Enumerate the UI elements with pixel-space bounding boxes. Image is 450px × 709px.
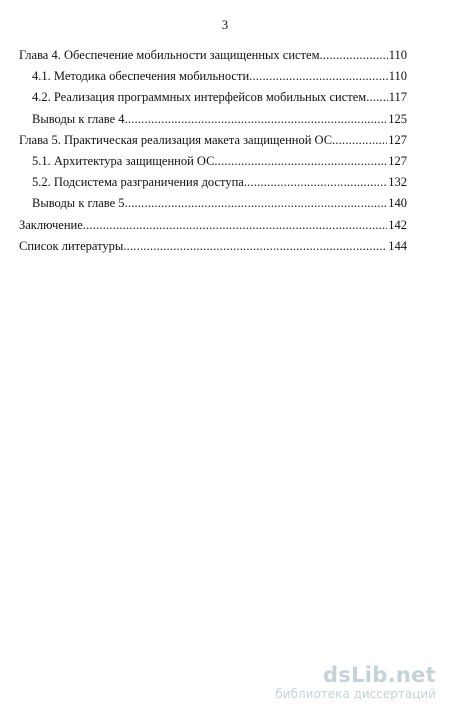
watermark-subtitle: библиотека диссертаций [275, 687, 436, 701]
toc-dot-leader [123, 239, 387, 254]
toc-entry-title: Список литературы [19, 238, 124, 253]
toc-dot-leader [249, 69, 388, 84]
toc-entry-title: 5.1. Архитектура защищенной ОС [32, 153, 215, 168]
toc-entry [19, 90, 407, 111]
toc-entry-page: 127 [388, 132, 407, 147]
table-of-contents [19, 48, 407, 260]
toc-entry-page: 110 [388, 69, 407, 84]
toc-entry-page: 140 [388, 196, 407, 211]
toc-dot-leader [319, 48, 387, 63]
toc-entry [19, 218, 407, 239]
toc-entry [19, 112, 407, 133]
toc-entry-title: 4.2. Реализация программных интерфейсов мобильных систем [32, 90, 367, 105]
toc-entry [19, 239, 407, 260]
toc-entry-title: 5.2. Подсистема разграничения доступа [32, 175, 244, 190]
toc-entry-title: Заключение [19, 217, 83, 232]
toc-dot-leader [332, 133, 387, 148]
toc-entry-title: Глава 4. Обеспечение мобильности защищенных систем [19, 48, 320, 62]
toc-entry-page: 117 [388, 90, 407, 105]
toc-entry-page: 142 [388, 217, 407, 232]
toc-entry [19, 196, 407, 217]
toc-entry-page: 132 [388, 175, 407, 190]
toc-entry-title: Глава 5. Практическая реализация макета защищенной ОС [19, 132, 333, 147]
toc-dot-leader [244, 175, 387, 190]
toc-entry-title: Выводы к главе 5 [32, 196, 125, 211]
toc-entry-page: 125 [388, 111, 407, 126]
toc-entry [19, 154, 407, 175]
toc-entry [19, 48, 407, 69]
toc-entry-page: 127 [388, 153, 407, 168]
toc-entry-title: Выводы к главе 4 [32, 111, 125, 126]
toc-entry [19, 133, 407, 154]
toc-entry-page: 110 [388, 48, 407, 62]
toc-entry-page: 144 [388, 238, 407, 253]
toc-dot-leader [214, 154, 387, 169]
toc-entry-title: 4.1. Методика обеспечения мобильности [32, 69, 250, 84]
watermark [266, 663, 436, 701]
watermark-logo: dsLib.net [322, 663, 436, 687]
toc-entry [19, 69, 407, 90]
toc-dot-leader [366, 90, 387, 105]
page-number: 3 [221, 18, 229, 32]
toc-entry [19, 175, 407, 196]
toc-dot-leader [83, 218, 388, 233]
toc-dot-leader [125, 112, 388, 127]
toc-dot-leader [125, 196, 388, 211]
